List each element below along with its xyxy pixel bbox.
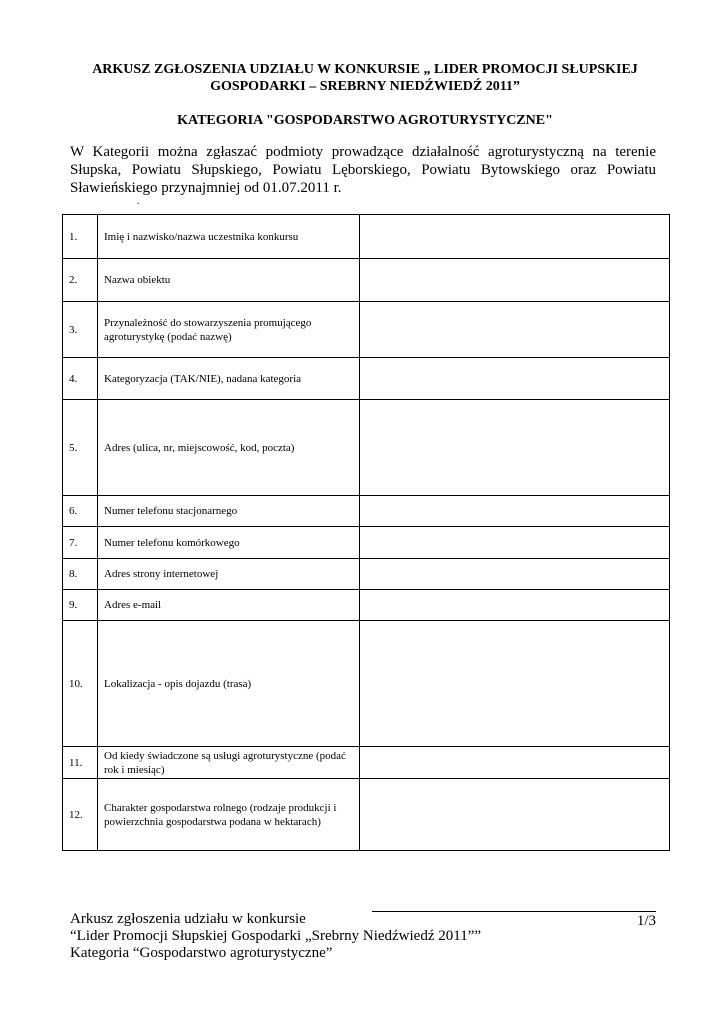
stray-mark: .: [137, 196, 140, 207]
answer-field-categorization[interactable]: [360, 358, 670, 400]
table-row: [63, 621, 670, 747]
row-number: 12.: [63, 779, 98, 851]
table-row: [63, 559, 670, 590]
table-row: [63, 527, 670, 559]
row-label: Adres strony internetowej: [98, 559, 360, 590]
row-number: 5.: [63, 400, 98, 496]
form-title: ARKUSZ ZGŁOSZENIA UDZIAŁU W KONKURSIE „ LIDER PROMOCJI SŁUPSKIEJ GOSPODARKI – SREBRNY NIEDŹWIEDŹ 2011”: [92, 62, 638, 94]
row-label: Adres (ulica, nr, miejscowość, kod, poczta): [98, 400, 360, 496]
row-number: 2.: [63, 259, 98, 302]
row-number: 3.: [63, 302, 98, 358]
table-row: [63, 358, 670, 400]
answer-field-address[interactable]: [360, 400, 670, 496]
answer-field-website[interactable]: [360, 559, 670, 590]
row-number: 4.: [63, 358, 98, 400]
row-label: Adres e-mail: [98, 590, 360, 621]
answer-field-location[interactable]: [360, 621, 670, 747]
answer-field-association[interactable]: [360, 302, 670, 358]
row-label: Imię i nazwisko/nazwa uczestnika konkursu: [98, 215, 360, 259]
application-form-table: [62, 214, 670, 851]
footer: [70, 911, 656, 962]
row-number: 11.: [63, 747, 98, 779]
row-number: 6.: [63, 496, 98, 527]
table-row: [63, 779, 670, 851]
category-title: KATEGORIA "GOSPODARSTWO AGROTURYSTYCZNE": [177, 113, 553, 128]
answer-field-since[interactable]: [360, 747, 670, 779]
footer-line-2: “Lider Promocji Słupskiej Gospodarki „Srebrny Niedźwiedź 2011””: [70, 928, 482, 944]
table-row: [63, 747, 670, 779]
page-number: 1/3: [636, 913, 656, 929]
table-row: [63, 215, 670, 259]
row-label: Numer telefonu stacjonarnego: [98, 496, 360, 527]
row-number: 8.: [63, 559, 98, 590]
table-row: [63, 590, 670, 621]
row-label: Kategoryzacja (TAK/NIE), nadana kategoria: [98, 358, 360, 400]
row-label: Przynależność do stowarzyszenia promującego agroturystykę (podać nazwę): [98, 302, 360, 358]
answer-field-farm-character[interactable]: [360, 779, 670, 851]
row-label: Od kiedy świadczone są usługi agroturystyczne (podać rok i miesiąc): [98, 747, 360, 779]
footer-line-1: Arkusz zgłoszenia udziału w konkursie: [70, 911, 306, 927]
table-row: [63, 259, 670, 302]
table-row: [63, 496, 670, 527]
row-label: Nazwa obiektu: [98, 259, 360, 302]
table-row: [63, 400, 670, 496]
row-label: Numer telefonu komórkowego: [98, 527, 360, 559]
answer-field-email[interactable]: [360, 590, 670, 621]
answer-field-mobile[interactable]: [360, 527, 670, 559]
row-label: Charakter gospodarstwa rolnego (rodzaje produkcji i powierzchnia gospodarstwa podana w hektarach): [98, 779, 360, 851]
answer-field-landline[interactable]: [360, 496, 670, 527]
row-number: 10.: [63, 621, 98, 747]
answer-field-object-name[interactable]: [360, 259, 670, 302]
row-number: 7.: [63, 527, 98, 559]
intro-paragraph: W Kategorii można zgłaszać podmioty prowadzące działalność agroturystyczną na terenie Słupska, Powiatu Słupskiego, Powiatu Lęborskiego, Powiatu Bytowskiego oraz Powiatu Sławieńskiego przynajmniej od 01.07.2011 r.: [70, 144, 656, 196]
answer-field-name[interactable]: [360, 215, 670, 259]
row-number: 1.: [63, 215, 98, 259]
row-number: 9.: [63, 590, 98, 621]
table-row: [63, 302, 670, 358]
row-label: Lokalizacja - opis dojazdu (trasa): [98, 621, 360, 747]
footer-line-3: Kategoria “Gospodarstwo agroturystyczne”: [70, 945, 333, 961]
